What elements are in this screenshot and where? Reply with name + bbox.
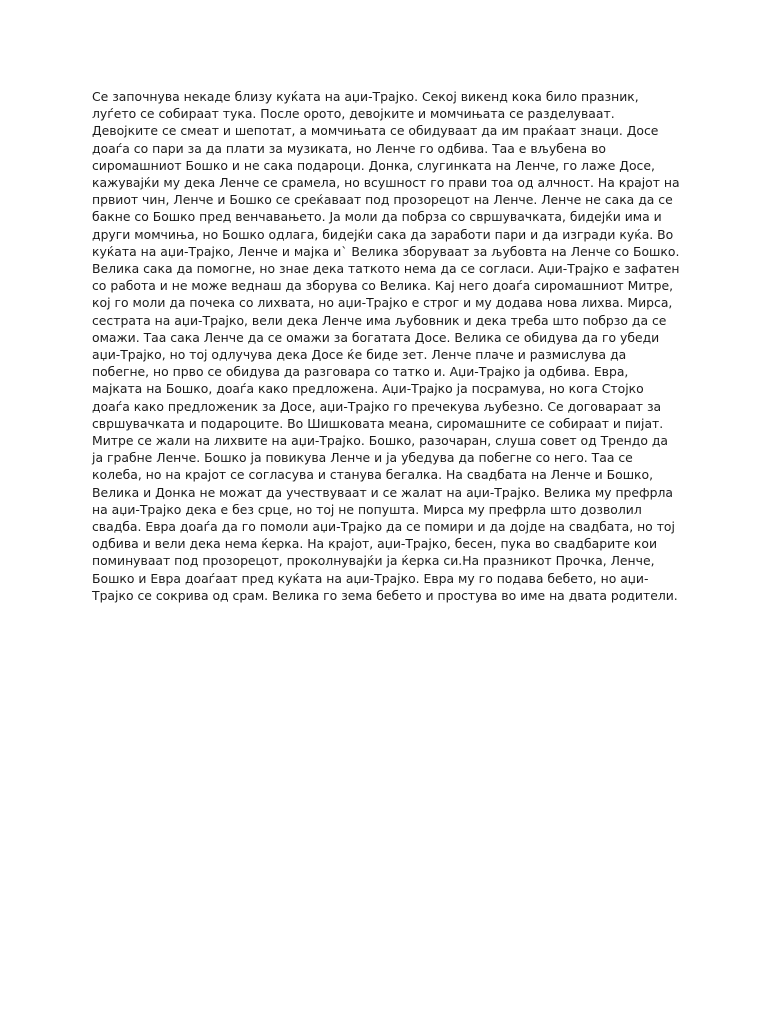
body-paragraph: Се започнува некаде близу куќата на аџи-Трајко. Секој викенд кока било празник, луѓето се собираат тука. После орото, девојките и момчињата се разделуваат. Девојките се смеат и шепотат, а момчињата се обидуваат да им праќаат знаци. Досе доаѓа со пари за да плати за музиката, но Ленче го одбива. Таа е вљубена во сиромашниот Бошко и не сака подароци. Донка, слугинката на Ленче, го лаже Досе, кажувајќи му дека Ленче се срамела, но всушност го прави тоа од алчност. На крајот на првиот чин, Ленче и Бошко се среќаваат под прозорецот на Ленче. Ленче не сака да се бакне со Бошко пред венчавањето. Ја моли да побрза со свршувачката, бидејќи има и други момчиња, но Бошко одлага, бидејќи сака да заработи пари и да изгради куќа. Во куќата на аџи-Трајко, Ленче и мајка и` Велика зборуваат за љубовта на Ленче со Бошко. Велика сака да помогне, но знае дека таткото нема да се согласи. Аџи-Трајко е зафатен со работа и не може веднаш да зборува со Велика. Кај него доаѓа сиромашниот Митре, кој го моли да почека со лихвата, но аџи-Трајко е строг и му додава нова лихва. Мирса, сестрата на аџи-Трајко, вели дека Ленче има љубовник и дека треба што побрзо да се омажи. Таа сака Ленче да се омажи за богатата Досе. Велика се обидува да го убеди аџи-Трајко, но тој одлучува дека Досе ќе биде зет. Ленче плаче и размислува да побегне, но прво се обидува да разговара со татко и. Аџи-Трајко ја одбива. Евра, мајката на Бошко, доаѓа како предложена. Аџи-Трајко ја посрамува, но кога Стојко доаѓа како предложеник за Досе, аџи-Трајко го пречекува љубезно. Се договараат за свршувачката и подароците. Во Шишковата меана, сиромашните се собираат и пијат. Митре се жали на лихвите на аџи-Трајко. Бошко, разочаран, слуша совет од Трендо да ја грабне Ленче. Бошко ја повикува Ленче и ја убедува да побегне со него. Таа се колеба, но на крајот се согласува и станува бегалка. На свадбата на Ленче и Бошко, Велика и Донка не можат да учествуваат и се жалат на аџи-Трајко. Велика му префрла на аџи-Трајко дека е без срце, но тој не попушта. Мирса му префрла што дозволил свадба. Евра доаѓа да го помоли аџи-Трајко да се помири и да дојде на свадбата, но тој одбива и вели дека нема ќерка. На крајот, аџи-Трајко, бесен, пука во свадбарите кои поминуваат под прозорецот, проколнувајќи ја ќерка си.На празникот Прочка, Ленче, Бошко и Евра доаѓаат пред куќата на аџи-Трајко. Евра му го подава бебето, но аџи-Трајко се сокрива од срам. Велика го зема бебето и простува во име на двата родители. <box>92 89 680 603</box>
